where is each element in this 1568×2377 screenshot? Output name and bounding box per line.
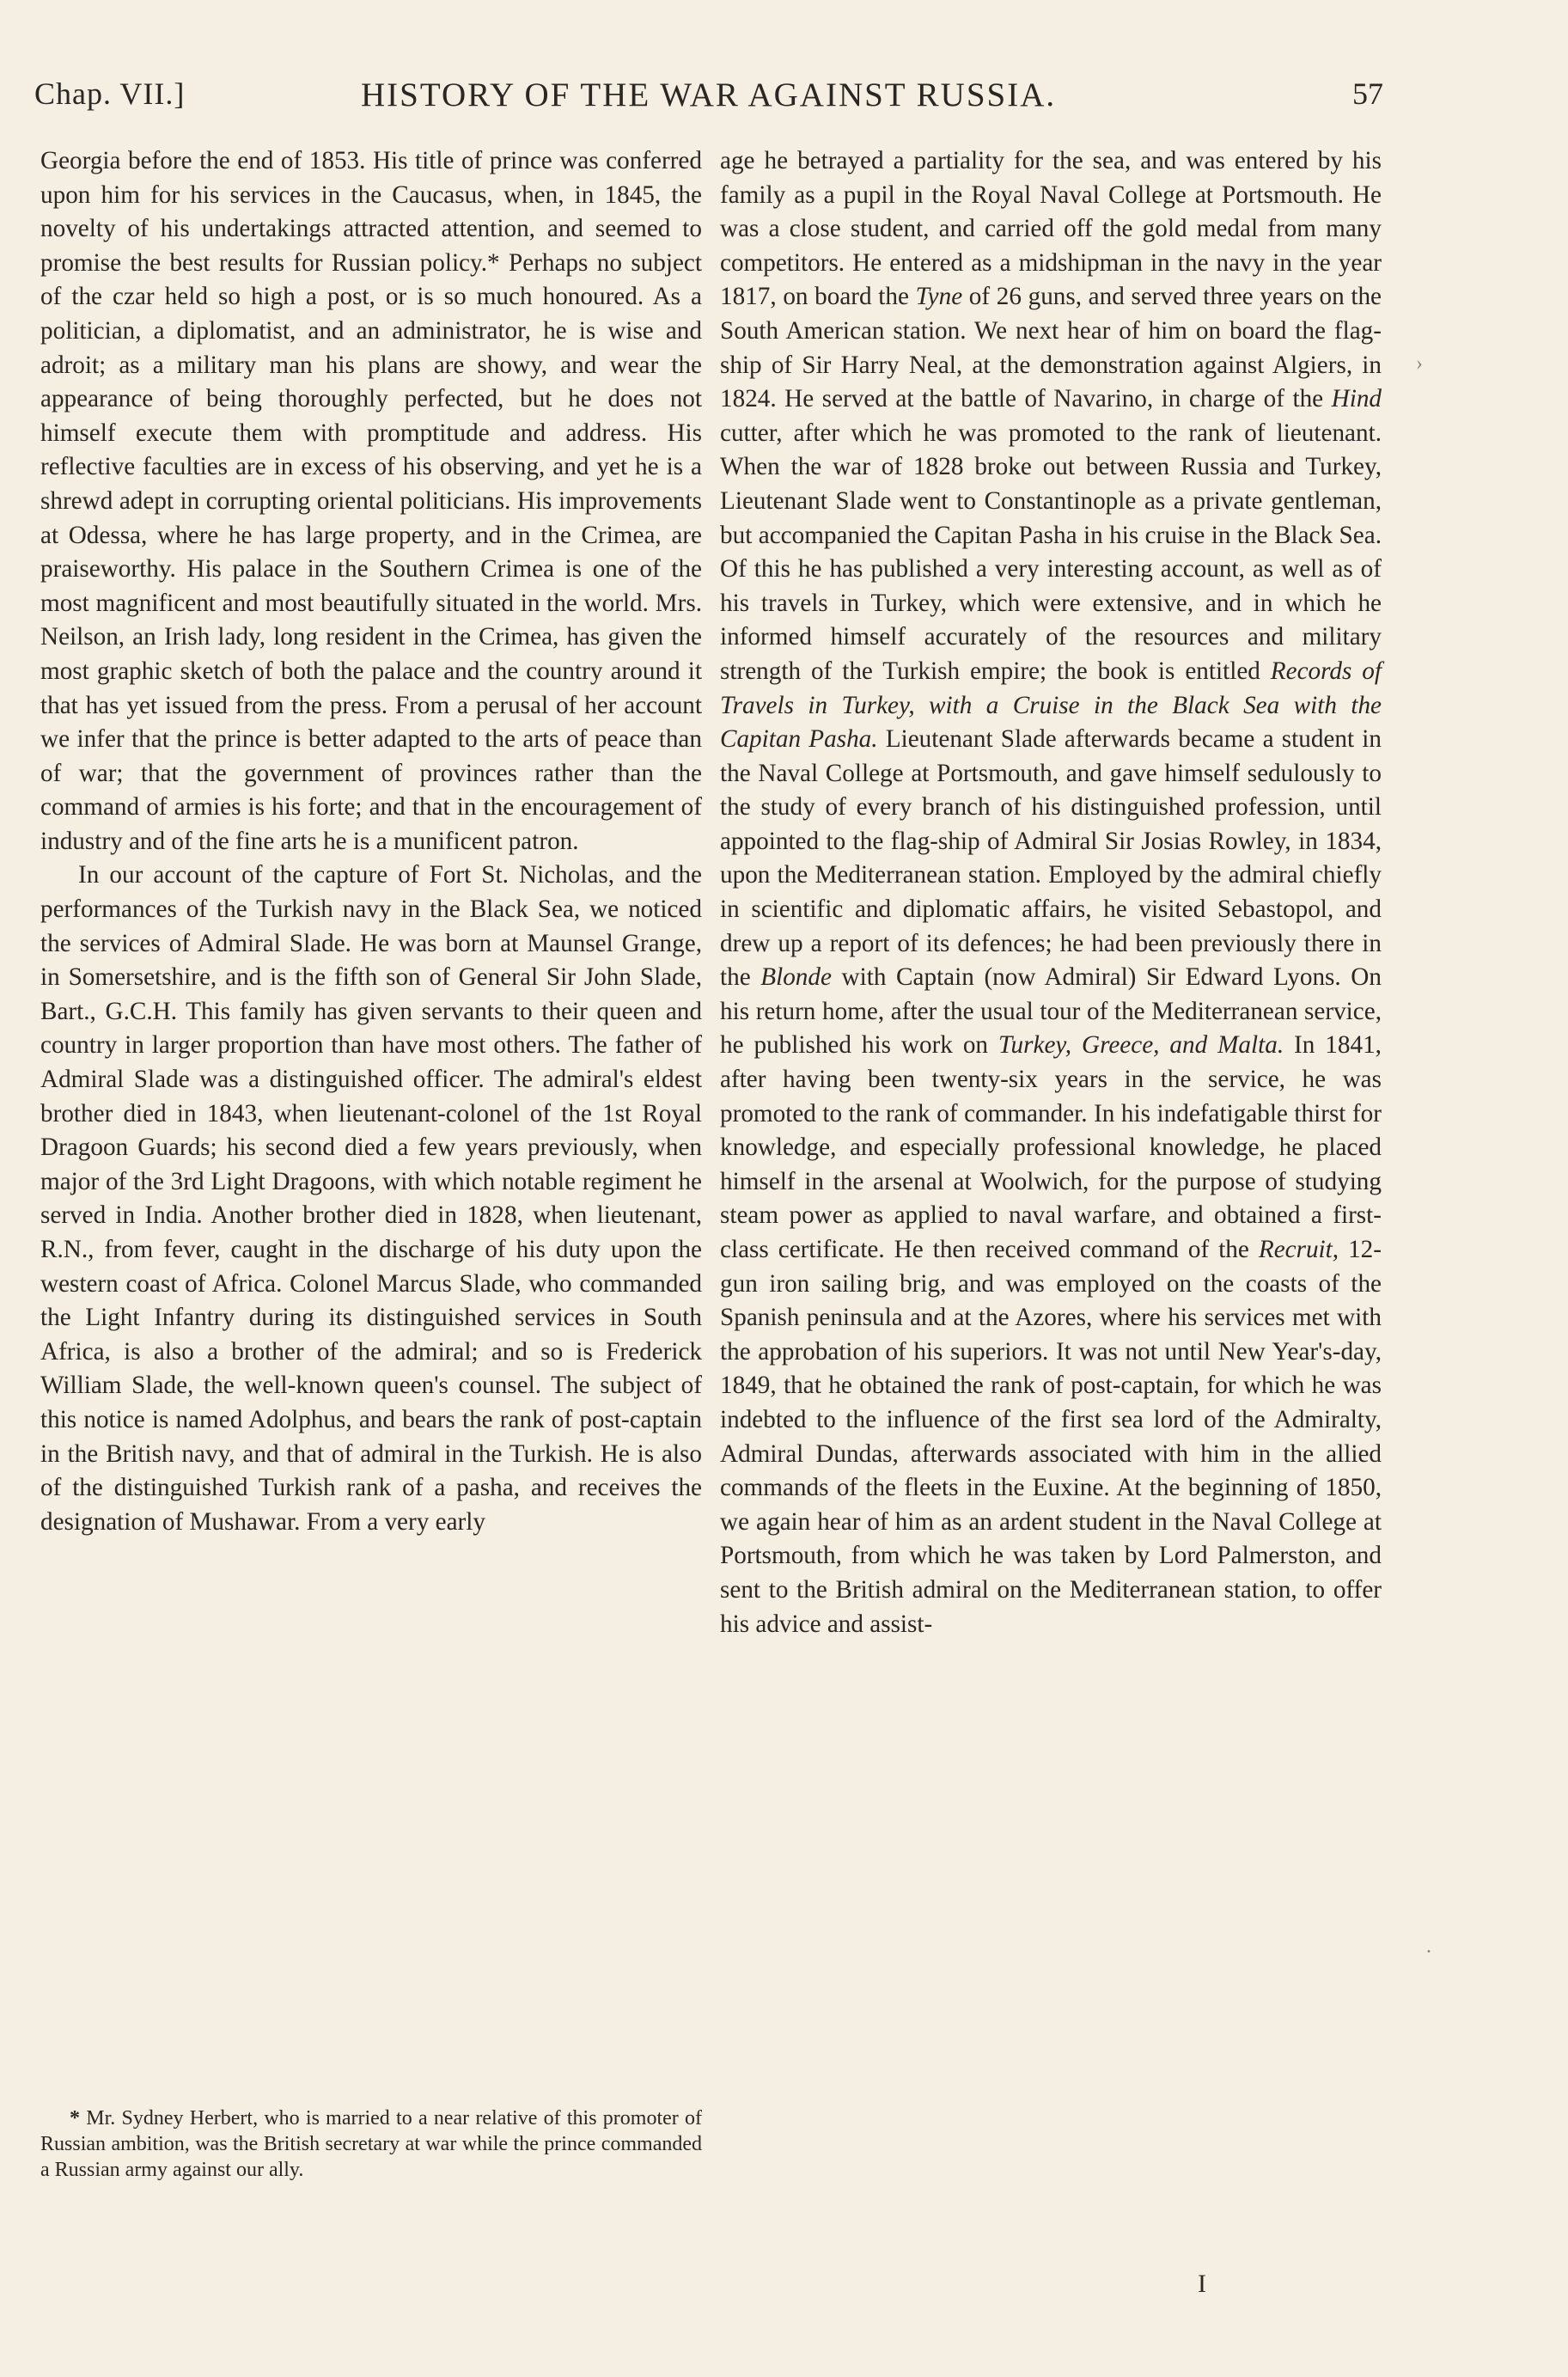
footnote-mark: * (70, 2107, 80, 2130)
running-header (34, 76, 1383, 127)
page-number: 57 (1352, 76, 1383, 111)
book-title: Records of Travels in Turkey, with a Cruise in the Black Sea with the Capitan Pasha. (720, 657, 1382, 754)
text-run: of 26 guns, and served three years on the South American station. We next hear of him on board the flag-ship of Sir Harry Neal, at the demonstration against Algiers, in 1824. He served at the battle of Navarino, in charge of the (720, 283, 1382, 413)
paragraph: Georgia before the end of 1853. His title of prince was conferred upon him for his services in the Caucasus, when, in 1845, the novelty of his undertakings attracted attention, and seemed to promise the best results for Russian policy.* Perhaps no subject of the czar held so high a post, or is so much honoured. As a politician, a diplomatist, and an administrator, he is wise and adroit; as a military man his plans are showy, and wear the appearance of being thoroughly perfected, but he does not himself execute them with promptitude and address. His reflective faculties are in excess of his observing, and yet he is a shrewd adept in corrupting oriental politicians. His improvements at Odessa, where he has large property, and in the Crimea, are praiseworthy. His palace in the Southern Crimea is one of the most magnificent and most beautifully situated in the world. Mrs. Neilson, an Irish lady, long resident in the Crimea, has given the most graphic sketch of both the palace and the country around it that has yet issued from the press. From a perusal of her account we infer that the prince is better adapted to the arts of peace than of war; that the government of provinces rather than the command of armies is his forte; and that in the encouragement of industry and of the fine arts he is a munificent patron. (40, 147, 702, 855)
text-run: Lieutenant Slade afterwards became a student in the Naval College at Portsmouth, and gave himself sedulously to the study of every branch of his distinguished profession, until appointed to the flag-ship of Admiral Sir Josias Rowley, in 1834, upon the Mediterranean station. Employed by the admiral chiefly in scientific and diplomatic affairs, he visited Sebastopol, and drew up a report of its defences; he had been previously there in the (720, 725, 1382, 992)
footnote (40, 2105, 702, 2183)
ship-name: Tyne (915, 283, 963, 311)
text-run: In 1841, after having been twenty-six years in the service, he was promoted to the rank of commander. In his indefatigable thirst for knowledge, and especially professional knowledge, he placed himself in the arsenal at Woolwich, for the purpose of studying steam power as applied to naval warfare, and obtained a first-class certificate. He then received command of the (720, 1031, 1382, 1263)
text-run: cutter, after which he was promoted to the rank of lieutenant. When the war of 1828 broke out between Russia and Turkey, Lieutenant Slade went to Constantinople as a private gentleman, but accompanied the Capitan Pasha in his cruise in the Black Sea. Of this he has published a very interesting account, as well as of his travels in Turkey, which were extensive, and in which he informed himself accurately of the resources and military strength of the Turkish empire; the book is entitled (720, 419, 1382, 685)
ship-name: Blonde (760, 963, 832, 992)
right-column (720, 144, 1382, 1641)
text-run: age he betrayed a partiality for the sea, and was entered by his family as a pupil in the Royal Naval College at Portsmouth. He was a close student, and carried off the gold medal from many competitors. He entered as a midshipman in the navy in the year 1817, on board the (720, 147, 1382, 311)
paragraph (720, 144, 1382, 1641)
margin-mark: . (1426, 1935, 1431, 1958)
ship-name: Hind (1331, 385, 1382, 413)
text-run: with Captain (now Admiral) Sir Edward Lyons. On his return home, after the usual tour of the Mediterranean service, he published his work on (720, 963, 1382, 1060)
book-title: Turkey, Greece, and Malta. (998, 1031, 1284, 1060)
margin-mark: › (1416, 352, 1423, 375)
running-title: HISTORY OF THE WAR AGAINST RUSSIA. (361, 76, 1057, 113)
text-run: 12-gun iron sailing brig, and was employed on the coasts of the Spanish peninsula and at the Azores, where his services met with the approbation of his superiors. It was not until New Year's-day, 1849, that he obtained the rank of post-captain, for which he was indebted to the influence of the first sea lord of the Admiralty, Admiral Dundas, afterwards associated with him in the allied commands of the fleets in the Euxine. At the beginning of 1850, we again hear of him as an ardent student in the Naval College at Portsmouth, from which he was taken by Lord Palmerston, and sent to the British admiral on the Mediterranean station, to offer his advice and assist- (720, 1236, 1382, 1638)
paragraph: In our account of the capture of Fort St. Nicholas, and the performances of the Turkish navy in the Black Sea, we noticed the services of Admiral Slade. He was born at Maunsel Grange, in Somersetshire, and is the fifth son of General Sir John Slade, Bart., G.C.H. This family has given servants to their queen and country in larger proportion than have most others. The father of Admiral Slade was a distinguished officer. The admiral's eldest brother died in 1843, when lieutenant-colonel of the 1st Royal Dragoon Guards; his second died a few years previously, when major of the 3rd Light Dragoons, with which notable regiment he served in India. Another brother died in 1828, when lieutenant, R.N., from fever, caught in the discharge of his duty upon the western coast of Africa. Colonel Marcus Slade, who commanded the Light Infantry during its distinguished services in South Africa, is also a brother of the admiral; and so is Frederick William Slade, the well-known queen's counsel. The subject of this notice is named Adolphus, and bears the rank of post-captain in the British navy, and that of admiral in the Turkish. He is also of the distinguished Turkish rank of a pasha, and receives the designation of Mushawar. From a very early (40, 861, 702, 1536)
signature-mark: I (1198, 2270, 1206, 2298)
chapter-label: Chap. VII.] (34, 76, 186, 111)
left-column (40, 144, 702, 1539)
footnote-text: Mr. Sydney Herbert, who is married to a near relative of this promoter of Russian ambition, was the British secretary at war while the prince commanded a Russian army against our ally. (40, 2107, 703, 2181)
ship-name: Recruit, (1258, 1236, 1339, 1263)
